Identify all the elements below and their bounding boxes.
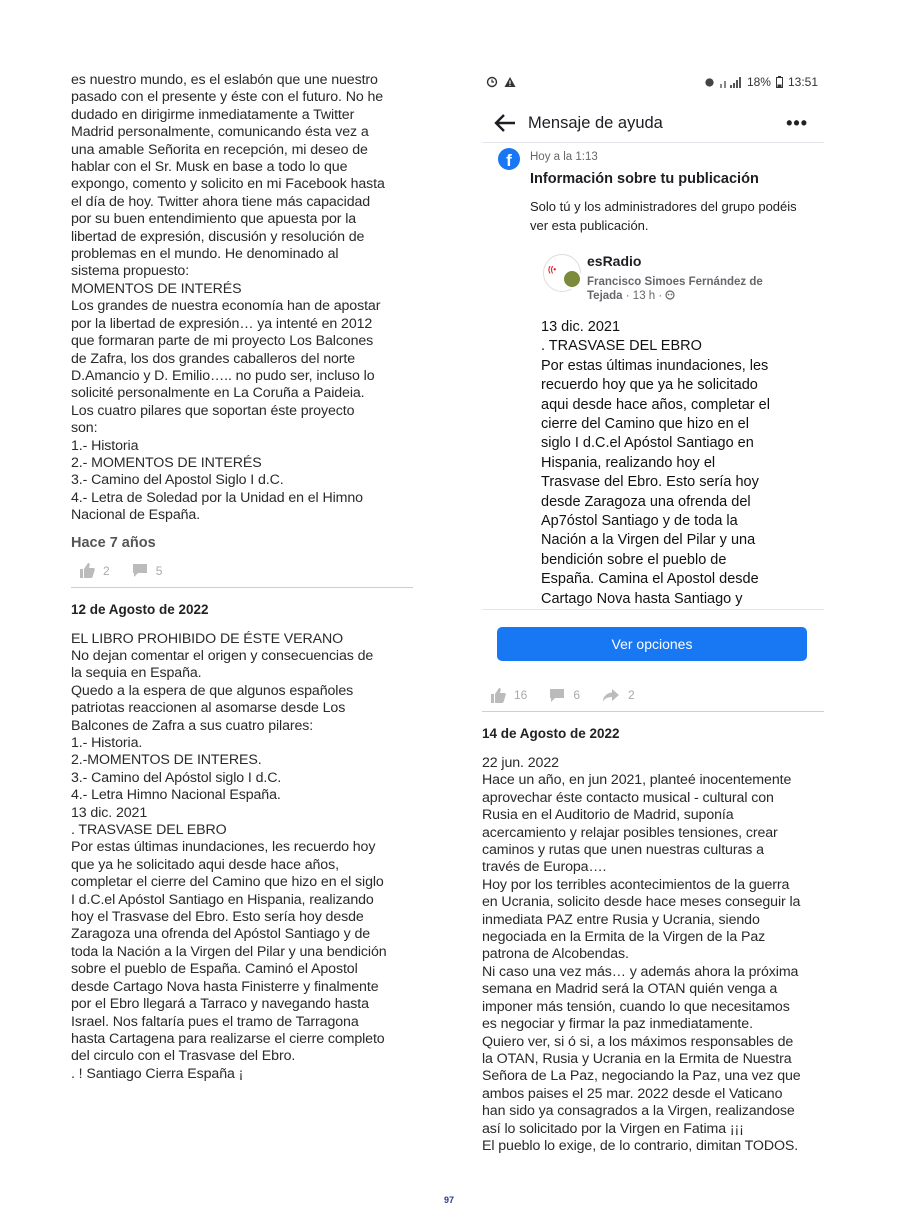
left-stats: [71, 557, 413, 585]
like-stat[interactable]: [79, 563, 110, 578]
text-line: 3.- Camino del Apostol Siglo I d.C.: [71, 472, 284, 489]
clock-icon: [704, 77, 715, 88]
text-line: Los grandes de nuestra economía han de apostar: [71, 298, 381, 315]
warning-icon: [504, 76, 516, 88]
comment-icon: [132, 563, 148, 578]
text-line: Hispania, realizando hoy el: [541, 454, 716, 471]
text-line: desde Zaragoza una ofrenda del: [541, 493, 751, 510]
thumbs-up-icon: [79, 563, 95, 578]
text-line: Ni caso una vez más… y además ahora la próxima: [482, 963, 799, 980]
page-number: 97: [443, 1195, 454, 1205]
text-line: semana en Madrid será la OTAN quién venga a: [482, 981, 778, 998]
text-line: Señora de La Paz, negociando la Paz, una vez que: [482, 1068, 801, 1085]
app-bar: [482, 104, 824, 142]
clock-time: 13:51: [787, 75, 818, 89]
text-line: D.Amancio y D. Emilio….. no pudo ser, incluso lo: [71, 367, 375, 384]
text-line: Nación a la Virgen del Pilar y una: [541, 532, 756, 549]
post-author[interactable]: [587, 275, 787, 303]
app-title: Mensaje de ayuda: [528, 113, 663, 132]
text-line: bendición sobre el pueblo de: [541, 551, 727, 568]
text-line: así lo solicitado por la Virgen en Fatima ¡¡¡: [482, 1120, 744, 1137]
text-line: El pueblo lo exige, de lo contrario, dimitan TODOS.: [482, 1137, 799, 1154]
text-line: hoy el Trasvase del Ebro. Esto sería hoy desde: [71, 909, 364, 926]
text-line: negociada en la Ermita de la Virgen de la Paz: [482, 929, 766, 946]
like-count: 16: [514, 688, 528, 702]
text-line: MOMENTOS DE INTERÉS: [71, 280, 242, 297]
post-text: [482, 755, 824, 1155]
text-line: España. Camina el Apostol desde: [541, 571, 759, 588]
post-text: [71, 631, 413, 1084]
text-line: patrona de Alcobendas.: [482, 946, 629, 963]
text-line: Israel. Nos faltaría pues el tramo de Tarragona: [71, 1013, 359, 1030]
text-line: imponer más tensión, cuando lo que necesitamos: [482, 998, 790, 1015]
like-stat[interactable]: [490, 688, 527, 703]
text-line: 4.- Letra de Soledad por la Unidad en el Himno: [71, 489, 363, 506]
share-stat[interactable]: [602, 688, 635, 703]
text-line: Por estas últimas inundaciones, les: [541, 357, 769, 374]
text-line: caminos y rutas que unen nuestras culturas a: [482, 842, 764, 859]
text-line: toda la Nación a la Virgen del Pilar y una bendición: [71, 943, 387, 960]
text-line: . TRASVASE DEL EBRO: [541, 338, 702, 355]
text-line: hasta Cartagena para realizarse el cierre completo: [71, 1030, 385, 1047]
text-line: 13 dic. 2021: [71, 804, 148, 821]
text-line: libertad de expresión, discusión y resolución de: [71, 228, 365, 245]
comment-icon: [549, 688, 565, 703]
text-line: solicité personalmente en La Coruña a Paideia.: [71, 385, 365, 402]
text-line: que ya he solicitado aqui desde hace años,: [71, 856, 339, 873]
phone-screenshot: [482, 70, 824, 610]
thumbs-up-icon: [490, 688, 506, 703]
text-line: Hace un año, en jun 2021, planteé inocentemente: [482, 772, 792, 789]
message-time: Hoy a la 1:13: [530, 151, 598, 163]
time-ago: Hace 7 años: [71, 534, 156, 551]
text-line: sistema propuesto:: [71, 263, 190, 280]
post-page-name[interactable]: esRadio: [587, 253, 642, 269]
facebook-logo-icon: f: [498, 148, 520, 170]
comment-stat[interactable]: [132, 563, 163, 578]
text-line: Nacional de España.: [71, 507, 201, 524]
divider: [482, 609, 824, 610]
text-line: problemas en el mundo. He denominado al: [71, 246, 339, 263]
text-line: sobre el pueblo de España. Caminó el Apostol: [71, 961, 358, 978]
date-header: 14 de Agosto de 2022: [482, 726, 620, 741]
text-line: EL LIBRO PROHIBIDO DE ÉSTE VERANO: [71, 630, 344, 647]
text-line: es negociar y firmar la paz inmediatamente.: [482, 1016, 753, 1033]
share-count: 2: [628, 688, 635, 702]
alarm-icon: [486, 76, 498, 88]
text-line: en Ucrania, solicito desde hace meses conseguir la: [482, 894, 801, 911]
text-line: pasado con el presente y éste con el futuro. No he: [71, 89, 384, 106]
text-line: Quiero ver, si ó si, a los máximos responsables de: [482, 1033, 794, 1050]
text-line: hablar con el Sr. Musk en base a todo lo que: [71, 159, 348, 176]
text-line: 4.- Letra Himno Nacional España.: [71, 787, 281, 804]
battery-level: 18%: [746, 75, 771, 89]
post-time: · 13 h ·: [622, 290, 666, 302]
text-line: Balcones de Zafra a sus cuatro pilares:: [71, 717, 314, 734]
text-line: ambos paises el 25 mar. 2022 desde el Vaticano: [482, 1085, 783, 1102]
right-stats: [482, 681, 824, 709]
text-line: completar el cierre del Camino que hizo en el siglo: [71, 874, 384, 891]
author-avatar: [562, 269, 582, 289]
radio-logo-icon: ((•: [548, 265, 557, 274]
text-line: 13 dic. 2021: [541, 319, 621, 335]
text-line: Hoy por los terribles acontecimientos de la guerra: [482, 876, 790, 893]
text-line: por la libertad de expresión… ya intenté en 2012: [71, 315, 373, 332]
text-line: la OTAN, Rusia y Ucrania en la Ermita de Nuestra: [482, 1050, 792, 1067]
text-line: Ap7óstol Santiago y de toda la: [541, 513, 738, 530]
like-count: 2: [103, 563, 110, 578]
text-line: del circulo con el Trasvase del Ebro.: [71, 1048, 296, 1065]
text-line: Cartago Nova hasta Santiago y: [541, 590, 743, 607]
text-line: Quedo a la espera de que algunos españoles: [71, 682, 354, 699]
text-line: una amable Señorita en recepción, mi deseo de: [71, 141, 368, 158]
more-options-icon[interactable]: •••: [786, 113, 808, 133]
text-line: 3.- Camino del Apóstol siglo I d.C.: [71, 769, 282, 786]
text-line: 1.- Historia.: [71, 735, 143, 751]
text-line: . TRASVASE DEL EBRO: [71, 822, 227, 839]
text-line: el día de hoy. Twitter ahora tiene más capacidad: [71, 193, 371, 210]
group-icon: [665, 290, 675, 300]
text-line: Por estas últimas inundaciones, les recuerdo hoy: [71, 839, 376, 856]
comment-stat[interactable]: [549, 688, 580, 703]
text-line: por su buen entendimiento que apuesta por la: [71, 211, 357, 228]
text-line: 2.- MOMENTOS DE INTERÉS: [71, 454, 262, 471]
message-body: Solo tú y los administradores del grupo podéis ver esta publicación.: [530, 199, 797, 233]
text-line: siglo I d.C.el Apóstol Santiago en: [541, 435, 754, 452]
text-line: 22 jun. 2022: [482, 755, 559, 771]
signal-icon: [720, 77, 742, 88]
right-column: [482, 70, 824, 1155]
status-bar: [482, 70, 824, 94]
text-line: son:: [71, 420, 98, 437]
text-line: patriotas reaccionen al asomarse desde Los: [71, 700, 346, 717]
text-line: Los cuatro pilares que soportan éste proyecto: [71, 402, 355, 419]
text-line: No dejan comentar el origen y consecuencias de: [71, 647, 374, 664]
date-header: 12 de Agosto de 2022: [71, 601, 209, 617]
text-line: que formaran parte de mi proyecto Los Balcones: [71, 333, 374, 350]
text-line: recuerdo hoy que ya he solicitado: [541, 377, 758, 394]
post-author-name: Francisco Simoes Fernández de Tejada: [587, 276, 763, 302]
text-line: 1.- Historia: [71, 437, 139, 454]
text-line: acercamiento y relajar posibles tensiones, crear: [482, 824, 778, 841]
text-line: aqui desde hace años, completar el: [541, 396, 770, 413]
text-line: la sequia en España.: [71, 665, 202, 682]
text-line: cierre del Camino que hizo en el: [541, 416, 749, 433]
text-line: Zaragoza una ofrenda del Apóstol Santiago y de: [71, 926, 371, 943]
divider: [482, 711, 824, 712]
text-line: expongo, comento y solicito en mi Facebook hasta: [71, 176, 385, 193]
ver-opciones-button[interactable]: Ver opciones: [497, 627, 807, 661]
intro-text: [71, 72, 413, 525]
message-title: Información sobre tu publicación: [530, 171, 759, 187]
quoted-post-text: [541, 318, 811, 609]
text-line: de Zafra, los dos grandes caballeros del norte: [71, 350, 356, 367]
text-line: Trasvase del Ebro. Esto sería hoy: [541, 474, 759, 491]
comment-count: 5: [155, 563, 163, 578]
text-line: I d.C.el Apóstol Santiago en Hispania, realizando: [71, 891, 374, 908]
text-line: inmediata PAZ entre Rusia y Ucrania, siendo: [482, 911, 760, 928]
text-line: han sido ya consagrados a la Virgen, realizandose: [482, 1103, 795, 1120]
text-line: dudado en dirigirme inmediatamente a Twitter: [71, 106, 355, 123]
text-line: través de Europa….: [482, 859, 607, 876]
text-line: desde Cartago Nova hasta Finisterre y finalmente: [71, 978, 379, 995]
divider: [71, 587, 413, 588]
back-arrow-icon[interactable]: [494, 114, 516, 132]
text-line: . ! Santiago Cierra España ¡: [71, 1065, 244, 1082]
left-column: [71, 72, 413, 1083]
divider: [482, 142, 824, 143]
text-line: Rusia en el Auditorio de Madrid, suponía: [482, 807, 734, 824]
page-avatar[interactable]: [543, 254, 581, 292]
text-line: por el Ebro llegará a Tarraco y navegando hasta: [71, 996, 369, 1013]
text-line: 2.-MOMENTOS DE INTERES.: [71, 752, 262, 769]
text-line: aprovechar éste contacto musical - cultural con: [482, 789, 774, 806]
text-line: Madrid personalmente, comunicando ésta vez a: [71, 124, 369, 141]
comment-count: 6: [573, 688, 581, 702]
share-icon: [602, 688, 620, 703]
text-line: es nuestro mundo, es el eslabón que une nuestro: [71, 72, 378, 88]
battery-icon: [776, 76, 783, 88]
